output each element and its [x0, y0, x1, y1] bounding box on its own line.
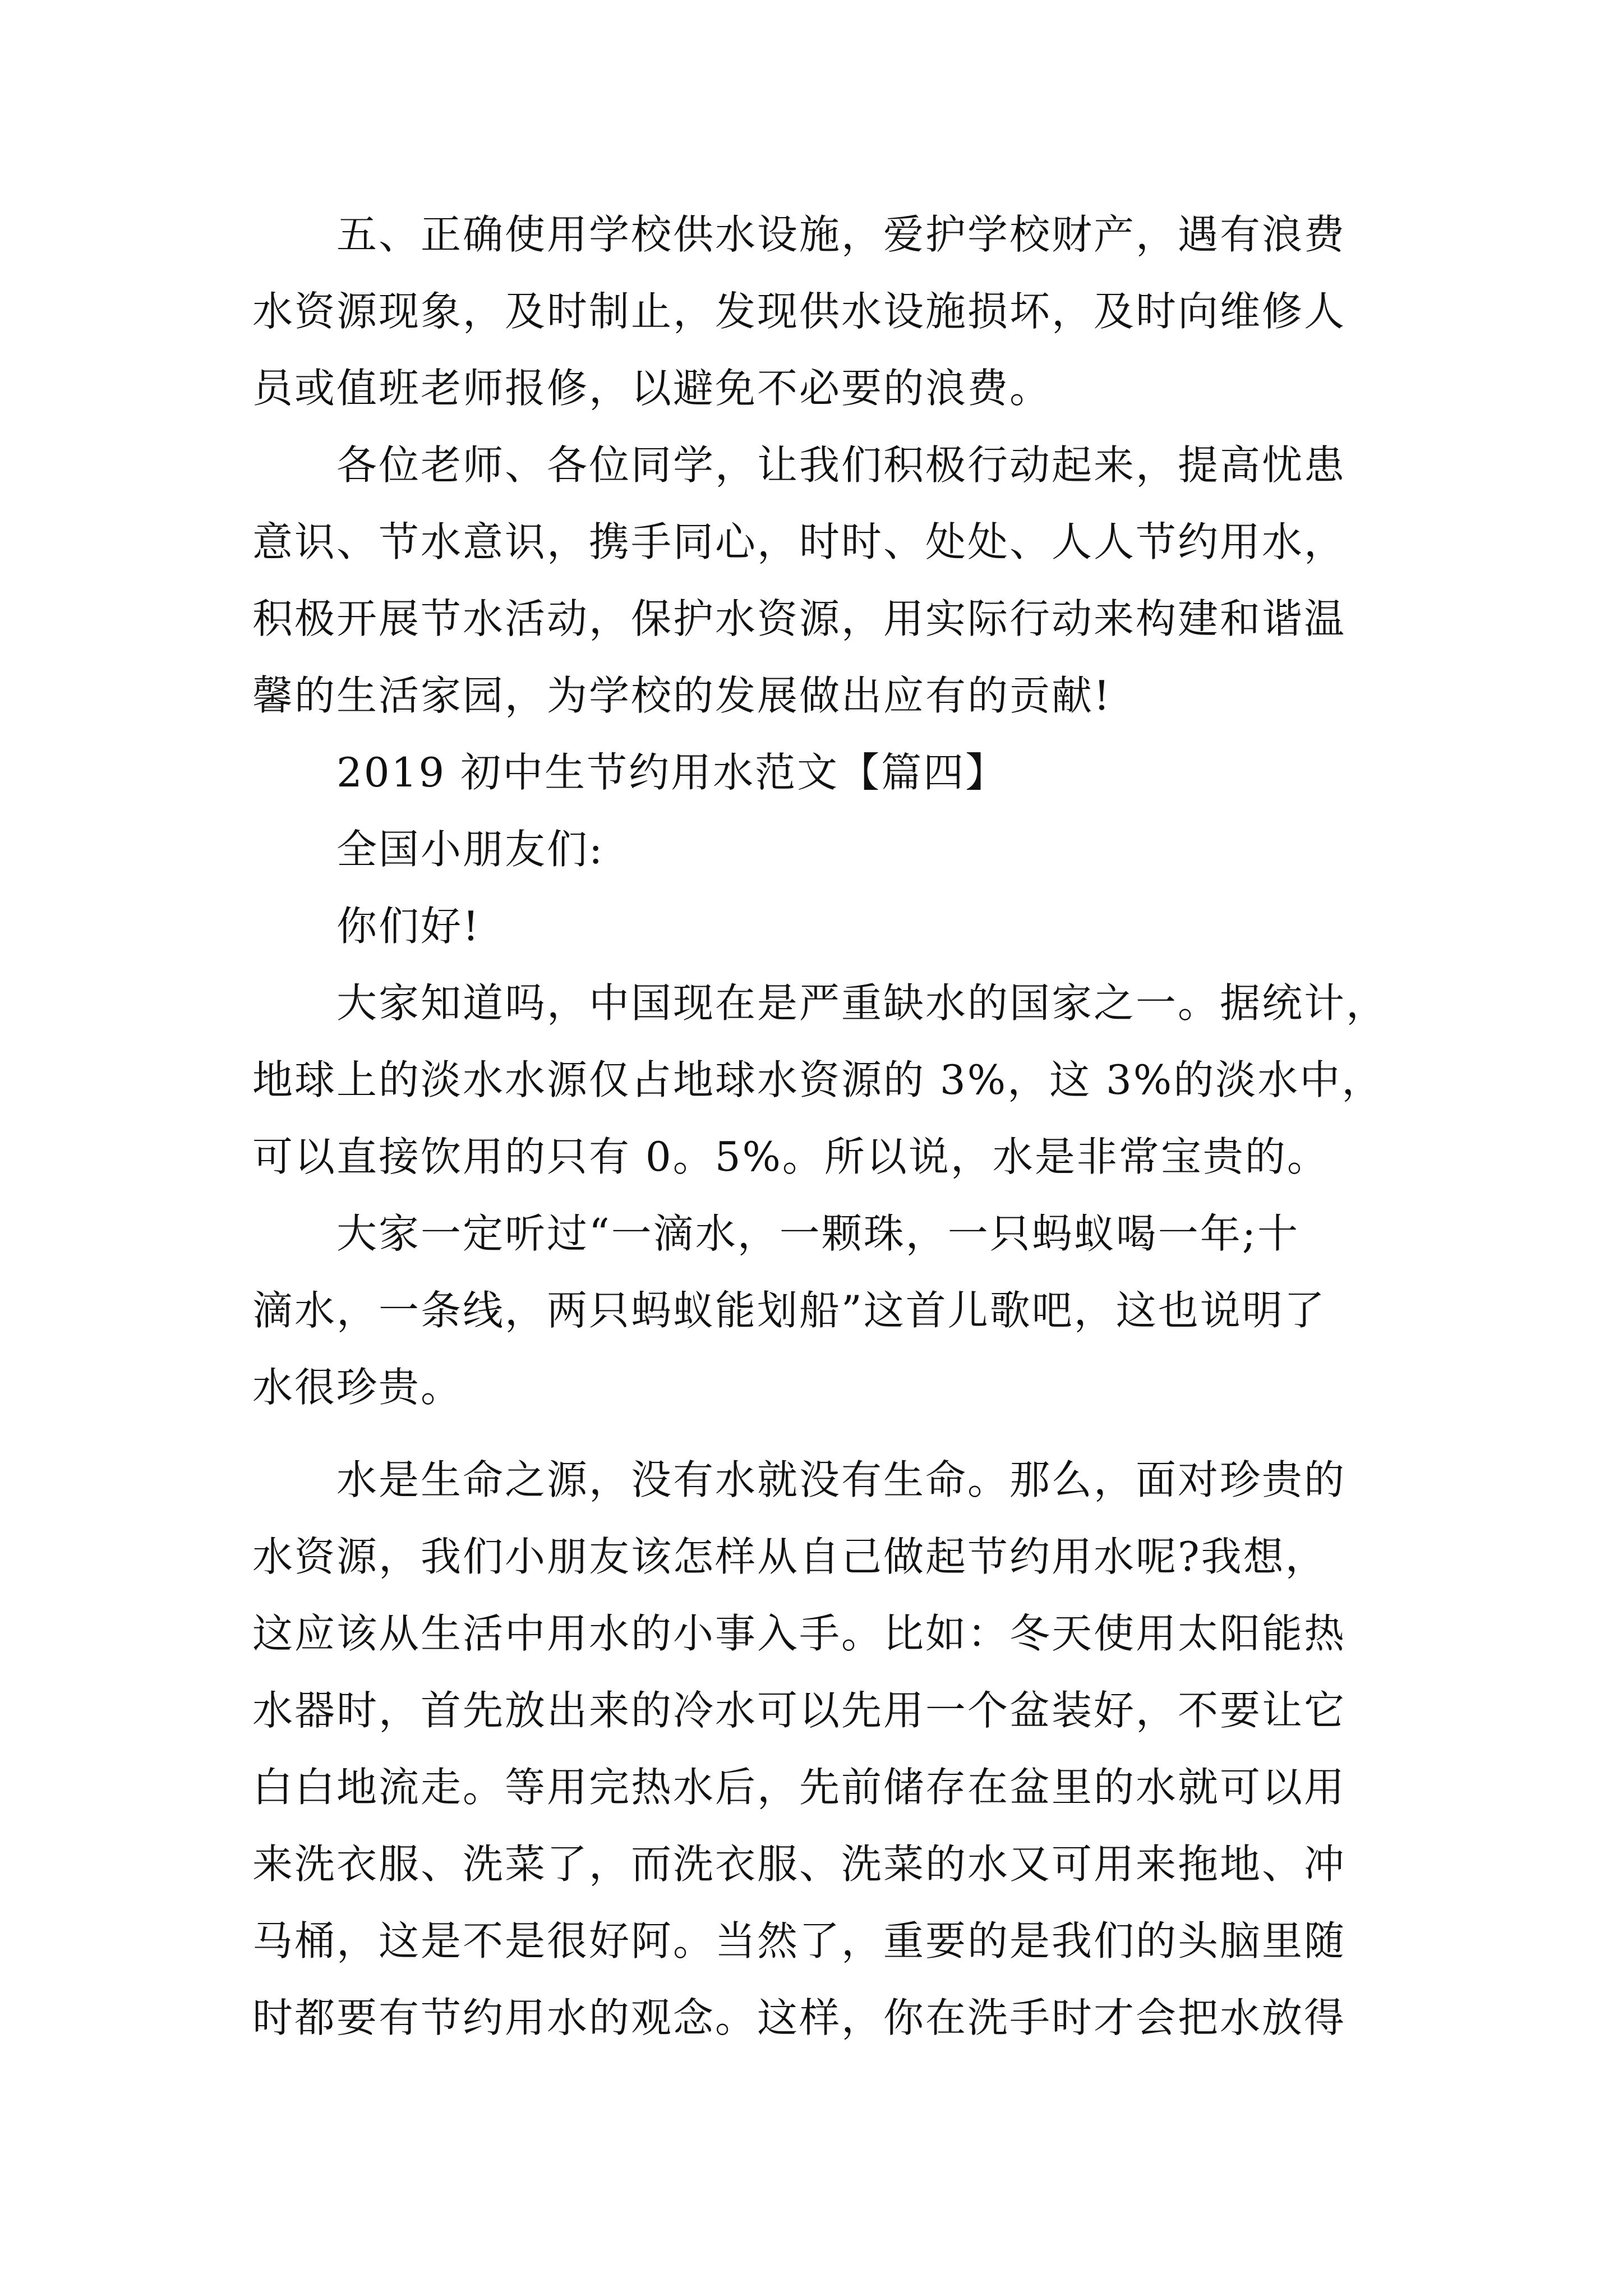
text-line: 员或值班老师报修，以避免不必要的浪费。 — [252, 365, 1052, 412]
salutation — [252, 811, 1374, 888]
paragraph-school-facilities — [252, 196, 1374, 427]
text-line: 意识、节水意识，携手同心，时时、处处、人人节约用水， — [252, 518, 1347, 565]
text-line: 大家一定听过“一滴水，一颗珠，一只蚂蚁喝一年;十 — [336, 1210, 1300, 1257]
paragraph-call-to-action — [252, 427, 1374, 734]
text-line: 五、正确使用学校供水设施，爱护学校财产，遇有浪费 — [336, 211, 1347, 258]
text-line: 积极开展节水活动，保护水资源，用实际行动来构建和谐温 — [252, 595, 1347, 642]
text-line: 各位老师、各位同学，让我们积极行动起来，提高忧患 — [336, 441, 1347, 489]
document-body — [252, 196, 1389, 2056]
text-line: 你们好! — [336, 903, 481, 950]
text-line: 水是生命之源，没有水就没有生命。那么，面对珍贵的 — [336, 1456, 1347, 1503]
greeting — [252, 888, 1374, 965]
paragraph-water-statistics — [252, 965, 1389, 1195]
text-line: 馨的生活家园，为学校的发展做出应有的贡献! — [252, 672, 1112, 719]
text-line: 滴水，一条线，两只蚂蚁能划船”这首儿歌吧，这也说明了 — [252, 1287, 1326, 1334]
paragraph-nursery-rhyme — [252, 1195, 1374, 1426]
text-line: 大家知道吗，中国现在是严重缺水的国家之一。据统计， — [336, 979, 1389, 1027]
paragraph-spacer — [252, 1426, 1374, 1442]
text-line: 地球上的淡水水源仅占地球水资源的 3%，这 3%的淡水中， — [252, 1056, 1384, 1103]
text-line: 全国小朋友们: — [336, 826, 605, 873]
text-line: 这应该从生活中用水的小事入手。比如：冬天使用太阳能热 — [252, 1610, 1347, 1657]
paragraph-saving-tips — [252, 1442, 1374, 2056]
text-line: 白白地流走。等用完热水后，先前储存在盆里的水就可以用 — [252, 1764, 1347, 1811]
text-line: 水资源现象，及时制止，发现供水设施损坏，及时向维修人 — [252, 288, 1347, 335]
text-line: 时都要有节约用水的观念。这样，你在洗手时才会把水放得 — [252, 1994, 1347, 2041]
text-line: 来洗衣服、洗菜了，而洗衣服、洗菜的水又可用来拖地、冲 — [252, 1841, 1347, 1888]
text-line: 水器时，首先放出来的冷水可以先用一个盆装好，不要让它 — [252, 1687, 1347, 1734]
text-line: 水很珍贵。 — [252, 1364, 463, 1411]
text-line: 马桶，这是不是很好阿。当然了，重要的是我们的头脑里随 — [252, 1917, 1347, 1964]
text-line: 可以直接饮用的只有 0。5%。所以说，水是非常宝贵的。 — [252, 1133, 1329, 1180]
text-line: 水资源，我们小朋友该怎样从自己做起节约用水呢?我想， — [252, 1533, 1327, 1580]
text-line: 2019 初中生节约用水范文【篇四】 — [336, 749, 1008, 796]
section-heading — [252, 734, 1374, 811]
